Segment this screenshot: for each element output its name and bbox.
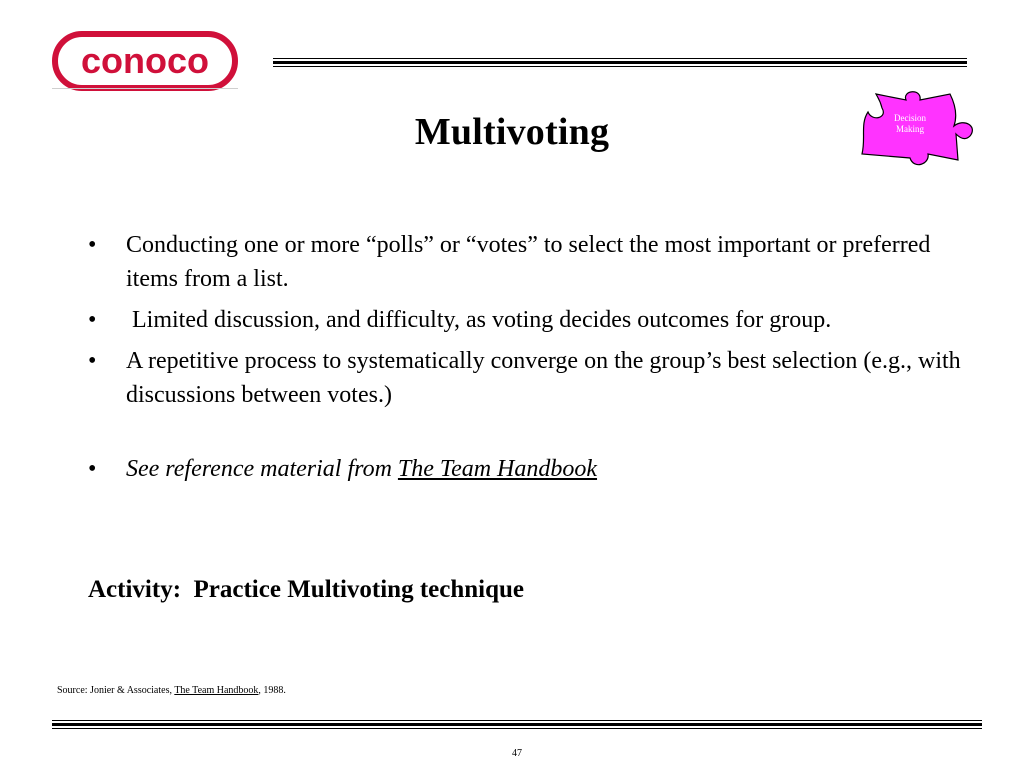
reference-book-title: The Team Handbook [397, 456, 598, 482]
conoco-logo [52, 31, 238, 91]
bullet-marker: • [88, 456, 97, 482]
activity-text: Activity: Practice Multivoting technique [88, 576, 525, 603]
bullet-item [88, 344, 968, 412]
logo-underline [52, 88, 238, 89]
puzzle-label [880, 113, 940, 135]
puzzle-label-line2: Making [896, 124, 924, 134]
bullet-marker: • [88, 348, 97, 374]
bullet-item [88, 228, 968, 296]
top-rule-2 [273, 61, 967, 64]
reference-prefix: See reference material from [126, 456, 398, 482]
bottom-rule-2 [52, 723, 982, 726]
page-number: 47 [512, 748, 522, 759]
bottom-rule-1 [52, 720, 982, 721]
top-rule-1 [273, 58, 967, 59]
reference-item [88, 452, 968, 486]
source-book-title: The Team Handbook [174, 685, 259, 696]
bullet-list [88, 228, 968, 493]
source-citation [57, 685, 286, 696]
bullet-marker: • [88, 307, 97, 333]
slide-title: Multivoting [414, 111, 610, 153]
top-rule-3 [273, 66, 967, 67]
bullet-marker: • [88, 232, 97, 258]
source-prefix: Source: Jonier & Associates, [57, 685, 175, 696]
bullet-text: A repetitive process to systematically converge on the group’s best selection (e.g., with discussions between votes.) [126, 348, 961, 408]
bullet-item [88, 303, 968, 337]
source-suffix: , 1988. [258, 685, 286, 696]
bottom-rule-3 [52, 728, 982, 729]
bullet-text: Conducting one or more “polls” or “votes” to select the most important or preferred items from a list. [126, 232, 931, 292]
logo-text: conoco [80, 40, 210, 81]
puzzle-label-line1: Decision [894, 113, 926, 123]
bullet-text: Limited discussion, and difficulty, as voting decides outcomes for group. [126, 307, 832, 333]
